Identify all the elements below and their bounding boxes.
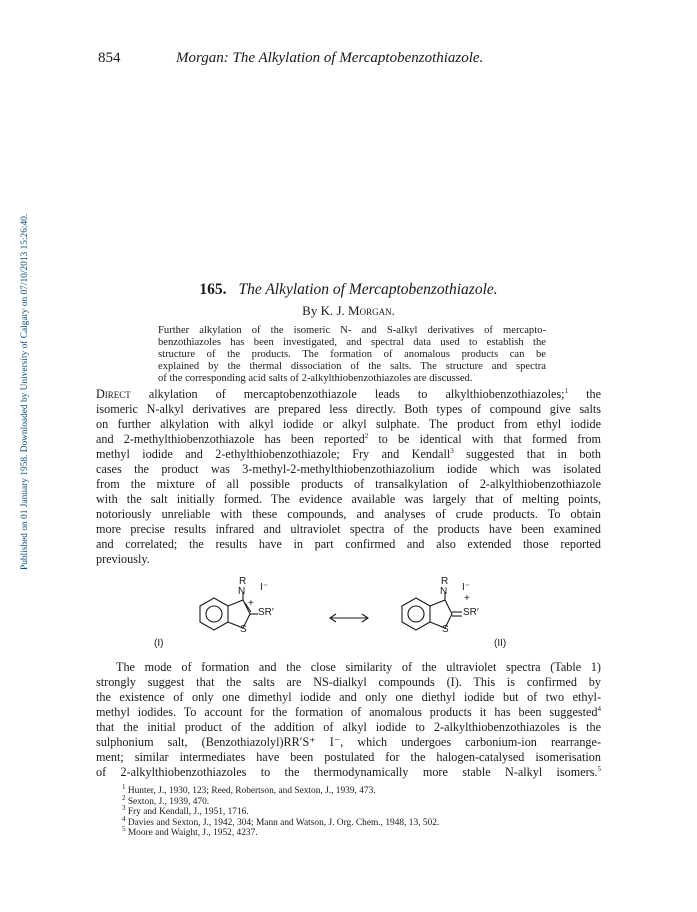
footnote-text: Davies and Sexton, J., 1942, 304; Mann and Watson, J. Org. Chem., 1948, 13, 502. xyxy=(127,817,440,828)
article-number: 165. xyxy=(199,281,227,298)
chemical-scheme xyxy=(150,576,550,650)
lead-word: Direct xyxy=(96,387,131,401)
byline-prefix: By K. J. xyxy=(302,303,345,318)
sr-label-II: SR′ xyxy=(463,607,479,618)
compound-label-I: (I) xyxy=(154,638,164,649)
s-label-I: S xyxy=(240,624,247,635)
benzene-ring-I xyxy=(200,598,228,630)
body-line: cases the product was 3-methyl-2-methylthiobenzothiazolium iodide which was isolated xyxy=(96,462,601,476)
body-line: more precise results infrared and ultraviolet spectra of the products have been examined xyxy=(96,522,601,536)
resonance-arrow xyxy=(330,614,368,622)
citation-ref: 2 xyxy=(364,431,369,440)
footnotes xyxy=(122,782,602,839)
body-line xyxy=(96,447,601,462)
body-line xyxy=(96,432,601,447)
footnote xyxy=(122,825,602,839)
footnote xyxy=(122,804,602,818)
abstract xyxy=(158,325,546,385)
body-text: methyl iodides. To account for the formation of anomalous products it has been suggested xyxy=(96,705,598,719)
footnote-number: 1 xyxy=(122,782,126,791)
abstract-line: benzothiazoles has been investigated, and spectral data used to establish the xyxy=(158,337,546,348)
body-line xyxy=(96,765,601,780)
r-label-II: R xyxy=(441,576,449,587)
body-line xyxy=(96,705,601,720)
page-header xyxy=(98,50,637,70)
body-line: with the salt initially formed. The evidence available was largely that of melting points, xyxy=(96,492,601,506)
body-text: methyl iodide and 2-ethylthiobenzothiazole; Fry and Kendall xyxy=(96,447,451,461)
compound-label-II: (II) xyxy=(494,638,507,649)
article-title-text: The Alkylation of Mercaptobenzothiazole. xyxy=(238,281,498,298)
structure-II xyxy=(402,592,462,630)
body-line: The mode of formation and the close similarity of the ultraviolet spectra (Table 1) xyxy=(116,660,601,674)
body-line: previously. xyxy=(96,552,150,566)
plus-label-I: + xyxy=(248,598,254,609)
scheme-drawing xyxy=(150,580,550,650)
aromatic-circle-II xyxy=(408,606,424,622)
body-line: sulphonium salt, (Benzothiazolyl)RR′S⁺ I⁻, which undergoes carbonium-ion rearrange- xyxy=(96,735,601,749)
n-label-II: N xyxy=(440,586,448,597)
body-line xyxy=(96,387,601,402)
paragraph-2 xyxy=(96,660,601,780)
body-line: that the initial product of the addition of alkyl iodide to 2-alkylthiobenzothiazoles is the xyxy=(96,720,601,734)
footnote-text: Fry and Kendall, J., 1951, 1716. xyxy=(127,807,249,818)
iodide-label-II: I⁻ xyxy=(462,582,471,593)
r-label-I: R xyxy=(239,576,247,587)
body-line: and correlated; the results have in part confirmed and also extended those reported xyxy=(96,537,601,551)
citation-ref: 3 xyxy=(450,446,454,455)
footnote-text: Hunter, J., 1930, 123; Reed, Robertson, and Sexton, J., 1939, 473. xyxy=(127,786,376,796)
download-note-sidebar xyxy=(9,90,30,650)
body-line: the existence of only one dimethyl iodide and only one diethyl iodide but of two ethyl- xyxy=(96,690,601,704)
author-name: Morgan. xyxy=(348,303,395,318)
body-text: to be identical with that formed from xyxy=(368,432,601,446)
download-note-text: Published on 01 January 1958. Downloaded by University of Calgary on 07/10/2013 15:26:40. xyxy=(20,213,30,570)
sr-label-I: SR′ xyxy=(258,607,274,618)
byline xyxy=(0,303,697,319)
body-text: and 2-methylthiobenzothiazole has been reported xyxy=(96,432,365,446)
n-label-I: N xyxy=(238,586,246,597)
running-head: Morgan: The Alkylation of Mercaptobenzothiazole. xyxy=(176,50,484,66)
body-line: strongly suggest that the salts are NS-dialkyl compounds (I). This is confirmed by xyxy=(96,675,601,689)
body-text: suggested that in both xyxy=(453,447,601,461)
footnote-text: Moore and Waight, J., 1952, 4237. xyxy=(127,828,258,839)
footnote-number: 3 xyxy=(122,804,126,813)
body-line: from the mixture of all possible products of transalkylation of 2-alkylthiobenzothiazole xyxy=(96,477,601,491)
body-line: notoriously unreliable with these compounds, and analyses of crude products. To obtain xyxy=(96,507,601,521)
body-line: ment; similar intermediates have been postulated for the halogen-catalysed isomerisation xyxy=(96,750,601,764)
s-label-II: S xyxy=(442,624,449,635)
footnote-number: 4 xyxy=(122,814,126,823)
iodide-label-I: I⁻ xyxy=(260,582,269,593)
plus-label-II: + xyxy=(464,593,470,604)
body-text: the xyxy=(568,387,602,401)
citation-ref: 1 xyxy=(564,386,569,395)
body-text: of 2-alkylthiobenzothiazoles to the thermodynamically more stable N-alkyl isomers. xyxy=(96,765,598,779)
footnote-number: 5 xyxy=(122,825,126,834)
citation-ref: 5 xyxy=(597,764,601,773)
body-text: alkylation of mercaptobenzothiazole leads to alkylthiobenzothiazoles; xyxy=(130,387,565,401)
paragraph-1 xyxy=(96,387,601,567)
footnote xyxy=(122,814,602,829)
footnote-number: 2 xyxy=(122,793,126,802)
citation-ref: 4 xyxy=(597,704,601,713)
aromatic-circle-I xyxy=(206,606,222,622)
benzene-ring-II xyxy=(402,598,430,630)
abstract-line: Further alkylation of the isomeric N- and S-alkyl derivatives of mercapto- xyxy=(158,325,546,336)
page-number: 854 xyxy=(98,50,121,66)
abstract-line: explained by the thermal dissociation of the salts. The structure and spectra xyxy=(158,361,546,372)
body-line: isomeric N-alkyl derivatives are prepared less directly. Both types of compound give salts xyxy=(96,402,601,416)
article-title xyxy=(0,281,697,299)
abstract-line: of the corresponding acid salts of 2-alkylthiobenzothiazoles are discussed. xyxy=(158,373,473,384)
abstract-line: structure of the products. The formation of anomalous products can be xyxy=(158,349,546,360)
footnote-text: Sexton, J., 1939, 470. xyxy=(127,796,210,807)
footnote xyxy=(122,793,602,808)
footnote xyxy=(122,782,602,797)
body-line: on further alkylation with alkyl iodide or alkyl sulphate. The product from ethyl iodide xyxy=(96,417,601,431)
